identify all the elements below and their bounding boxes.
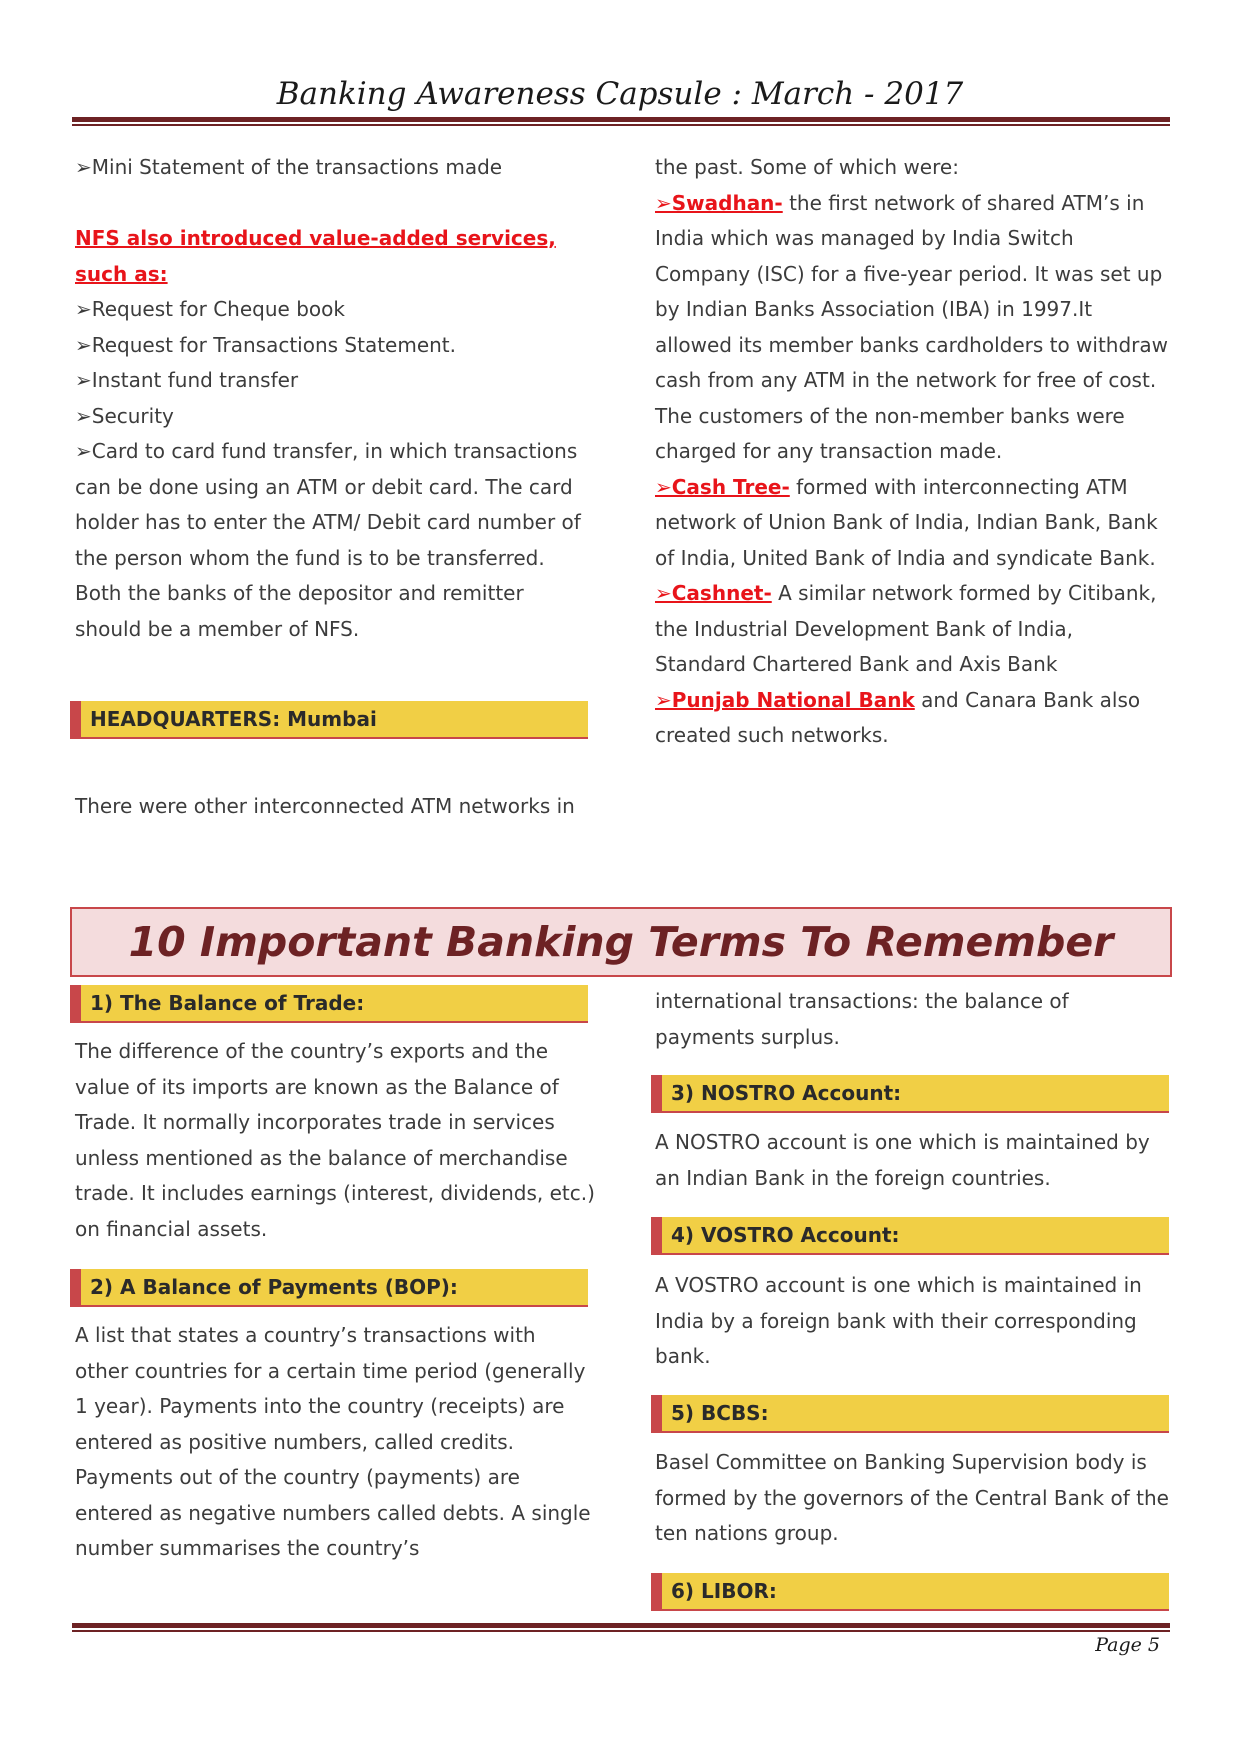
other-networks-text: There were other interconnected ATM networks in bbox=[75, 794, 575, 818]
section1-right-column bbox=[655, 150, 1170, 754]
network-cashnet bbox=[655, 576, 1170, 683]
section1-left-column bbox=[75, 150, 595, 647]
service-item-cheque: ➢Request for Cheque book bbox=[75, 297, 345, 321]
service-item-security: ➢Security bbox=[75, 403, 174, 428]
swadhan-link[interactable]: ➢Swadhan- bbox=[655, 190, 783, 215]
network-cash-tree bbox=[655, 470, 1170, 577]
swadhan-description: the first network of shared ATM’s in India which was managed by India Switch Company (ISC) for a five-year period. It was set up by Indian Banks Association (IBA) in 1997.It allowed its member banks cardholders to withdraw cash from any ATM in the network for free of cost. The customers of the non-member banks were charged for any transaction made. bbox=[655, 190, 1169, 463]
headquarters-bar: HEADQUARTERS: Mumbai bbox=[70, 701, 588, 739]
cashnet-link[interactable]: ➢Cashnet- bbox=[655, 581, 772, 605]
cash-tree-link[interactable]: ➢Cash Tree- bbox=[655, 474, 790, 499]
term-heading-bcbs: 5) BCBS: bbox=[651, 1395, 1169, 1433]
term-body-nostro-wrap bbox=[655, 1125, 1170, 1196]
service-item-fund-transfer: ➢Instant fund transfer bbox=[75, 368, 299, 392]
term-body-bop-continued: international transactions: the balance of payments surplus. bbox=[655, 989, 1069, 1049]
term-body-bop-wrap bbox=[75, 1318, 595, 1567]
mini-statement-item: ➢Mini Statement of the transactions made bbox=[75, 155, 503, 179]
term-body-balance-of-trade-wrap bbox=[75, 1034, 595, 1247]
cashnet-description: A similar network formed by Citibank, the Industrial Development Bank of India, Standard Chartered Bank and Axis Bank bbox=[655, 581, 1157, 676]
term-body-vostro-wrap bbox=[655, 1268, 1170, 1375]
term-body-bcbs-wrap bbox=[655, 1445, 1170, 1552]
footer-rule bbox=[72, 1623, 1170, 1632]
page-number: Page 5 bbox=[1095, 1634, 1160, 1656]
service-item-statement: ➢Request for Transactions Statement. bbox=[75, 332, 457, 357]
term-body-vostro: A VOSTRO account is one which is maintained in India by a foreign bank with their corresponding bank. bbox=[655, 1273, 1142, 1368]
term-heading-nostro: 3) NOSTRO Account: bbox=[651, 1075, 1169, 1113]
nfs-services-heading: NFS also introduced value-added services, such as: bbox=[75, 226, 556, 286]
networks-intro: the past. Some of which were: bbox=[655, 155, 959, 179]
header-rule bbox=[72, 117, 1170, 126]
cash-tree-description: formed with interconnecting ATM network of Union Bank of India, Indian Bank, Bank of India, United Bank of India and syndicate Bank. bbox=[655, 474, 1158, 570]
network-pnb bbox=[655, 683, 1170, 754]
term-body-balance-of-trade: The difference of the country’s exports and the value of its imports are known as the Balance of Trade. It normally incorporates trade in services unless mentioned as the balance of merchandise trade. It includes earnings (interest, dividends, etc.) on financial assets. bbox=[75, 1039, 595, 1241]
page-header-title: Banking Awareness Capsule : March - 2017 bbox=[276, 76, 964, 112]
term-heading-vostro: 4) VOSTRO Account: bbox=[651, 1217, 1169, 1255]
term-body-nostro: A NOSTRO account is one which is maintained by an Indian Bank in the foreign countries. bbox=[655, 1130, 1150, 1190]
pnb-link[interactable]: ➢Punjab National Bank bbox=[655, 687, 915, 712]
term-heading-libor: 6) LIBOR: bbox=[651, 1573, 1169, 1611]
term-body-bop: A list that states a country’s transactions with other countries for a certain time period (generally 1 year). Payments into the country (receipts) are entered as positive numbers, called credits. Payments out of the country (payments) are entered as negative numbers called debts. A single number summarises the country’s bbox=[75, 1323, 591, 1560]
term-heading-balance-of-trade: 1) The Balance of Trade: bbox=[70, 985, 588, 1023]
term-bop-continued-wrap bbox=[655, 984, 1170, 1055]
term-heading-bop: 2) A Balance of Payments (BOP): bbox=[70, 1269, 588, 1307]
pnb-description: and Canara Bank also created such networks. bbox=[655, 687, 1141, 747]
section1-left-closing bbox=[75, 789, 595, 825]
term-body-bcbs: Basel Committee on Banking Supervision body is formed by the governors of the Central Bank of the ten nations group. bbox=[655, 1450, 1169, 1545]
service-item-card-transfer: ➢Card to card fund transfer, in which transactions can be done using an ATM or debit card. The card holder has to enter the ATM/ Debit card number of the person whom the fund is to be transferred. Both the banks of the depositor and remitter should be a member of NFS. bbox=[75, 439, 581, 641]
section-title-box: 10 Important Banking Terms To Remember bbox=[70, 907, 1172, 977]
network-swadhan bbox=[655, 186, 1170, 470]
